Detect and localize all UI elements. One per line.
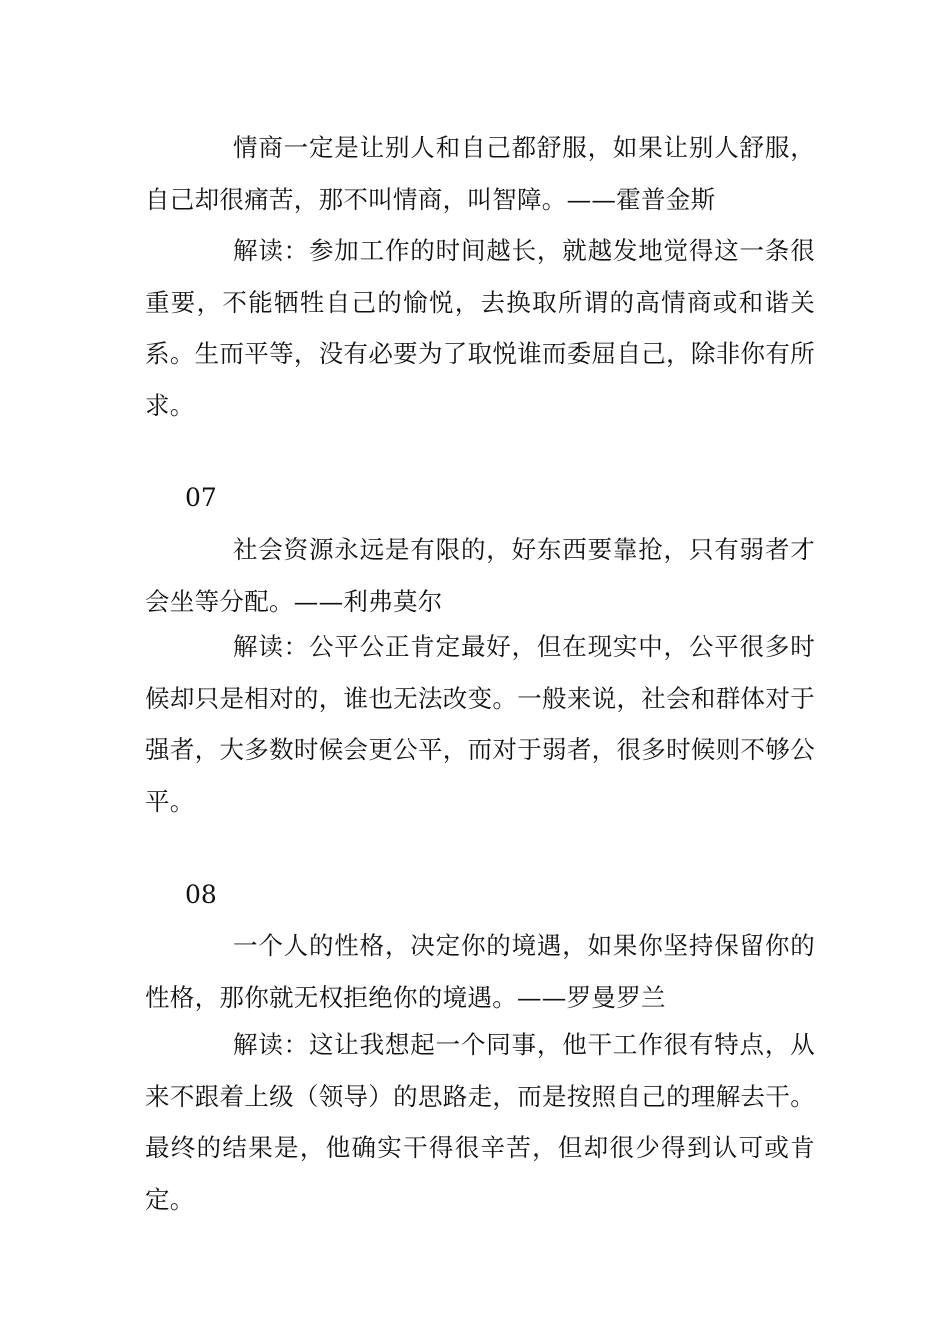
quote-paragraph-rolland: 一个人的性格，决定你的境遇，如果你坚持保留你的性格，那你就无权拒绝你的境遇。——罗曼罗兰 xyxy=(145,931,815,1012)
interpretation-paragraph-livermore: 解读：公平公正肯定最好，但在现实中，公平很多时候却只是相对的，谁也无法改变。一般来说，社会和群体对于强者，大多数时候会更公平，而对于弱者，很多时候则不够公平。 xyxy=(145,632,815,816)
quote-paragraph-hawkins: 情商一定是让别人和自己都舒服，如果让别人舒服，自己却很痛苦，那不叫情商，叫智障。——霍普金斯 xyxy=(145,133,815,214)
section-number-07: 07 xyxy=(185,483,217,512)
interpretation-paragraph-hawkins: 解读：参加工作的时间越长，就越发地觉得这一条很重要，不能牺牲自己的愉悦，去换取所谓的高情商或和谐关系。生而平等，没有必要为了取悦谁而委屈自己，除非你有所求。 xyxy=(145,236,815,420)
interpretation-paragraph-rolland: 解读：这让我想起一个同事，他干工作很有特点，从来不跟着上级（领导）的思路走，而是按照自己的理解去干。最终的结果是，他确实干得很辛苦，但却很少得到认可或肯定。 xyxy=(145,1030,815,1214)
quote-paragraph-livermore: 社会资源永远是有限的，好东西要靠抢，只有弱者才会坐等分配。——利弗莫尔 xyxy=(145,535,815,616)
section-number-08: 08 xyxy=(185,880,217,909)
